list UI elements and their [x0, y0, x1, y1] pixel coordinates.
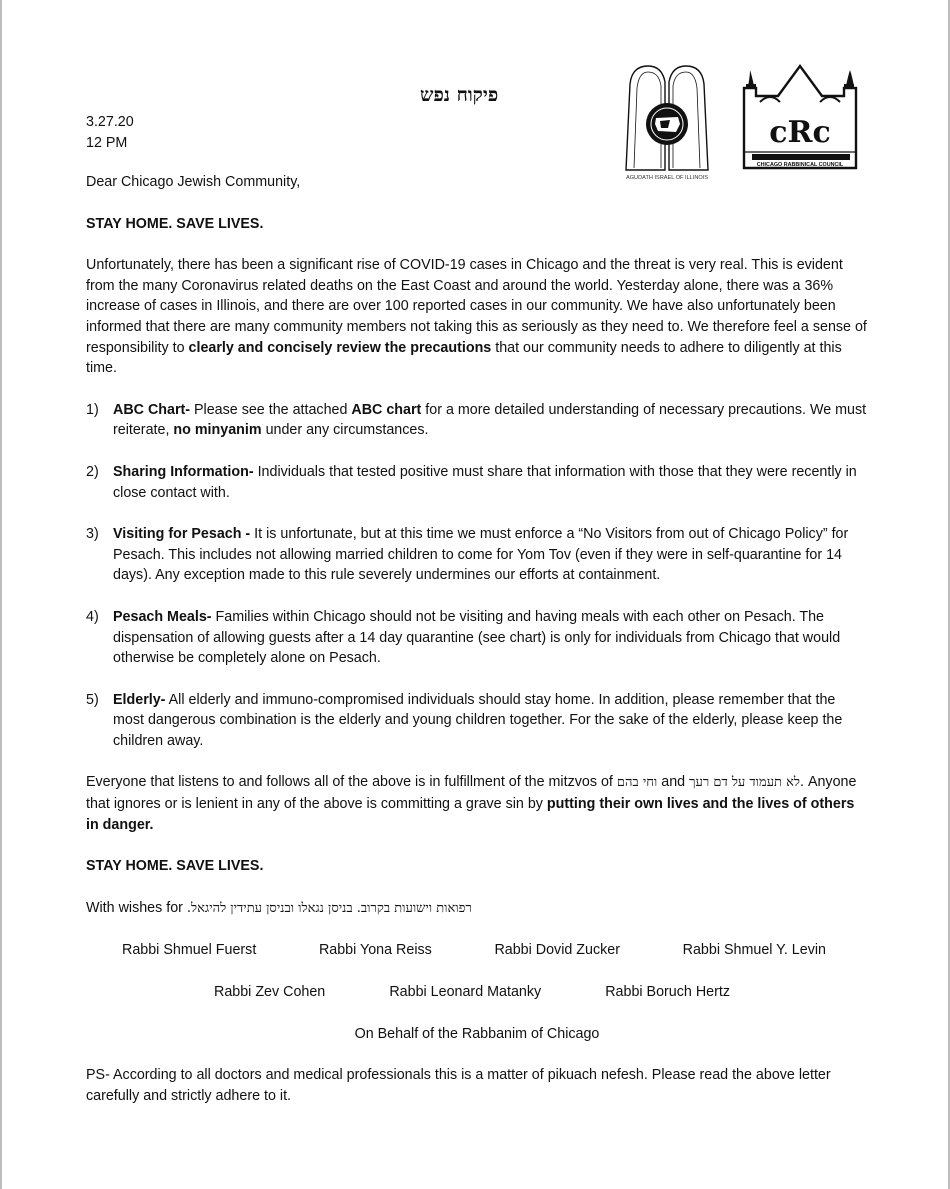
signer: Rabbi Leonard Matanky: [389, 984, 542, 1001]
signer: Rabbi Shmuel Fuerst: [122, 942, 257, 959]
chicago-rabbinical-council-logo-icon: [738, 62, 864, 172]
date-block: [86, 112, 134, 154]
list-item: 4) Pesach Meals- Families within Chicago should not be visiting and having meals with each other on Pesach. The dispensation of allowing guests after a 14 day quarantine (see chart) is only for individuals from Chicago that would otherwise be completely alone on Pesach.: [86, 608, 841, 667]
headline: STAY HOME. SAVE LIVES.: [86, 215, 264, 232]
letter-body: [86, 172, 868, 1127]
logo-right-letters: cRc: [769, 115, 831, 150]
wishes-line: With wishes for רפואות וישועות בקרוב. בניסן נגאלו ובניסן עתידין להיגאל.: [86, 899, 472, 916]
mitzvos-paragraph: Everyone that listens to and follows all of the above is in fulfillment of the mitzvos of וחי בהם and לא תעמוד על דם רעך. Anyone that ignores or is lenient in any of the above is committing a grave sin by putting their own lives and the lives of others in danger.: [86, 774, 857, 833]
signer: Rabbi Shmuel Y. Levin: [682, 942, 826, 959]
list-item: 3) Visiting for Pesach - It is unfortunate, but at this time we must enforce a “No Visitors from out of Chicago Policy” for Pesach. This includes not allowing married children to come for Yom Tov (even if they were in self-quarantine for 14 days). Any exception made to this rule severely undermines our efforts at containment.: [86, 526, 849, 584]
logo-right-caption: CHICAGO RABBINICAL COUNCIL: [756, 162, 844, 168]
signers-row-1: [86, 940, 868, 961]
signer: Rabbi Dovid Zucker: [494, 942, 620, 959]
headline-repeat: STAY HOME. SAVE LIVES.: [86, 858, 264, 875]
signers-row-2: [86, 982, 868, 1003]
postscript: PS- According to all doctors and medical professionals this is a matter of pikuach nefesh. Please read the above letter carefully and strictly adhere to it.: [86, 1067, 831, 1104]
signer: Rabbi Zev Cohen: [214, 984, 326, 1001]
time: 12 PM: [86, 135, 128, 151]
intro-paragraph: Unfortunately, there has been a significant rise of COVID-19 cases in Chicago and the threat is very real. This is evident from the many Coronavirus related deaths on the East Coast and around the world. Yesterday alone, there was a 36% increase of cases in Illinois, and there are over 100 reported cases in our community. We have also unfortunately been informed that there are many community members not taking this as seriously as they need to. We therefore feel a sense of responsibility to clearly and concisely review the precautions that our community needs to adhere to diligently at this time.: [86, 257, 867, 377]
list-item: 2) Sharing Information- Individuals that tested positive must share that information with those that they were recently in close contact with.: [86, 463, 857, 501]
salutation: Dear Chicago Jewish Community,: [86, 174, 301, 190]
hebrew-title: פיקוח נפש: [420, 84, 499, 106]
list-item: 5) Elderly- All elderly and immuno-compromised individuals should stay home. In addition, please remember that the most dangerous combination is the elderly and young children together. For the sake of the elderly, please keep the children away.: [86, 691, 843, 749]
signer: Rabbi Boruch Hertz: [605, 984, 730, 1001]
agudath-israel-logo-icon: [618, 62, 716, 182]
logo-left-caption: AGUDATH ISRAEL OF ILLINOIS: [625, 175, 709, 181]
date: 3.27.20: [86, 114, 134, 130]
list-item: 1) ABC Chart- Please see the attached ABC chart for a more detailed understanding of necessary precautions. We must reiterate, no minyanim under any circumstances.: [86, 401, 867, 439]
on-behalf-line: On Behalf of the Rabbanim of Chicago: [354, 1025, 600, 1042]
signer: Rabbi Yona Reiss: [318, 942, 432, 959]
